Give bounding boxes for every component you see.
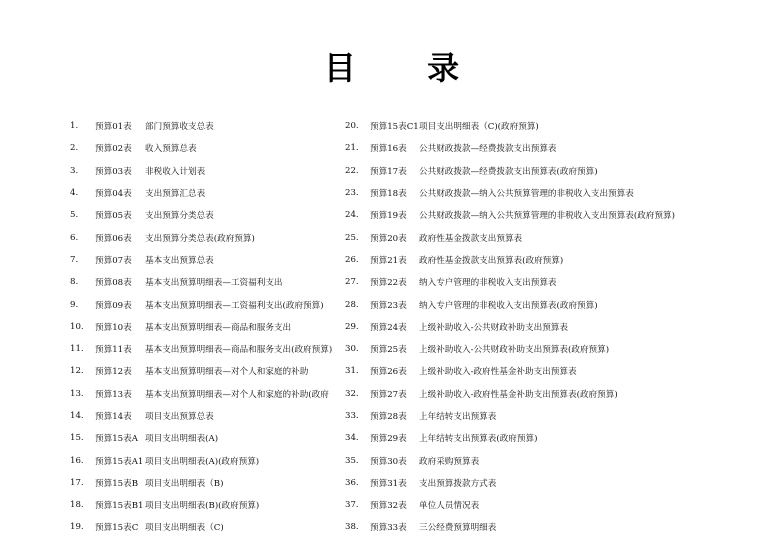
toc-entry-number: 15. <box>70 433 84 444</box>
toc-entry[interactable] <box>345 472 681 494</box>
toc-entry-number: 9. <box>70 299 79 310</box>
toc-entry[interactable] <box>70 405 338 427</box>
toc-entry-code: 预算28表 <box>370 412 407 422</box>
toc-entry-code: 预算30表 <box>370 456 407 467</box>
toc-entry-number: 25. <box>345 232 359 243</box>
toc-entry[interactable] <box>345 160 681 182</box>
toc-entry-title: 单位人员情况表 <box>419 501 480 512</box>
toc-entry[interactable] <box>70 249 338 271</box>
toc-entry[interactable] <box>70 271 338 293</box>
toc-right-column <box>345 115 681 539</box>
toc-entry-number: 21. <box>345 143 359 154</box>
toc-entry-title: 基本支出预算明细表—对个人和家庭的补助 <box>145 367 309 378</box>
toc-entry[interactable] <box>345 115 681 137</box>
toc-entry[interactable] <box>345 494 681 516</box>
toc-entry-title: 上级补助收入-政府性基金补助支出预算表 <box>419 367 577 378</box>
toc-entry-number: 20. <box>345 121 359 132</box>
toc-entry-title: 政府采购预算表 <box>419 456 480 467</box>
toc-entry-number: 12. <box>70 366 84 377</box>
toc-entry-number: 2. <box>70 143 79 154</box>
toc-entry-number: 27. <box>345 277 359 288</box>
toc-entry-number: 17. <box>70 477 84 488</box>
toc-entry-code: 预算21表 <box>370 255 407 266</box>
toc-entry-code: 预算27表 <box>370 389 407 400</box>
toc-entry-number: 31. <box>345 366 359 377</box>
toc-entry-code: 预算19表 <box>370 211 407 222</box>
toc-entry-title: 项目支出明细表（C)(政府预算) <box>419 122 539 133</box>
toc-entry-code: 预算33表 <box>370 523 407 534</box>
toc-entry-title: 支出预算拨款方式表 <box>419 478 497 489</box>
toc-entry[interactable] <box>345 360 681 382</box>
toc-entry-title: 上级补助收入-公共财政补助支出预算表(政府预算) <box>419 345 610 356</box>
toc-entry-code: 预算18表 <box>370 189 407 200</box>
toc-entry-number: 10. <box>70 321 84 332</box>
toc-entry-title: 基本支出预算总表 <box>145 255 214 266</box>
toc-entry-title: 政府性基金拨款支出预算表(政府预算) <box>419 255 564 266</box>
toc-entry-code: 预算15表B <box>95 478 139 489</box>
toc-entry-title: 项目支出明细表（B) <box>145 478 224 489</box>
toc-entry-title: 基本支出预算明细表—商品和服务支出(政府预算) <box>145 345 333 356</box>
toc-entry-number: 29. <box>345 321 359 332</box>
toc-entry[interactable] <box>70 360 338 382</box>
toc-entry-title: 基本支出预算明细表—工资福利支出(政府预算) <box>145 300 324 311</box>
toc-entry-number: 28. <box>345 299 359 310</box>
toc-entry[interactable] <box>70 472 338 494</box>
toc-entry-code: 预算01表 <box>95 122 132 133</box>
toc-entry-number: 4. <box>70 188 79 199</box>
toc-entry-code: 预算06表 <box>95 233 132 244</box>
toc-entry-code: 预算12表 <box>95 367 132 378</box>
toc-entry-title: 基本支出预算明细表—商品和服务支出 <box>145 322 292 333</box>
toc-entry-title: 基本支出预算明细表—对个人和家庭的补助(政府 <box>145 389 329 400</box>
toc-entry-title: 基本支出预算明细表—工资福利支出 <box>145 278 283 289</box>
toc-entry-title: 项目支出预算总表 <box>145 412 214 422</box>
toc-entry-code: 预算15表B1 <box>95 501 144 512</box>
toc-entry-number: 13. <box>70 388 84 399</box>
toc-entry-title: 支出预算分类总表(政府预算) <box>145 233 255 244</box>
toc-entry-code: 预算08表 <box>95 278 132 289</box>
toc-entry-title: 纳入专户管理的非税收入支出预算表(政府预算) <box>419 300 598 311</box>
toc-entry[interactable] <box>345 226 681 248</box>
toc-entry-number: 3. <box>70 165 79 176</box>
toc-entry-number: 24. <box>345 210 359 221</box>
toc-entry-number: 32. <box>345 388 359 399</box>
toc-entry-title: 项目支出明细表(A) <box>145 434 219 445</box>
toc-entry-number: 33. <box>345 411 359 421</box>
toc-entry[interactable] <box>70 226 338 248</box>
toc-entry-code: 预算05表 <box>95 211 132 222</box>
toc-entry-title: 上年结转支出预算表(政府预算) <box>419 434 538 445</box>
toc-entry-code: 预算15表A1 <box>95 456 144 467</box>
toc-entry-code: 预算23表 <box>370 300 407 311</box>
toc-entry-number: 5. <box>70 210 79 221</box>
toc-entry-title: 支出预算分类总表 <box>145 211 214 222</box>
toc-entry-code: 预算20表 <box>370 233 407 244</box>
toc-entry-title: 收入预算总表 <box>145 144 197 155</box>
toc-entry[interactable] <box>70 293 338 315</box>
toc-entry[interactable] <box>70 115 338 137</box>
toc-entry-number: 14. <box>70 411 84 421</box>
toc-entry-title: 纳入专户管理的非税收入支出预算表 <box>419 278 557 289</box>
toc-entry[interactable] <box>70 182 338 204</box>
toc-entry-number: 22. <box>345 165 359 176</box>
toc-entry[interactable] <box>345 316 681 338</box>
toc-entry-title: 公共财政拨款—经费拨款支出预算表 <box>419 144 557 155</box>
toc-entry[interactable] <box>345 204 681 226</box>
toc-entry-number: 26. <box>345 254 359 265</box>
toc-entry-title: 上级补助收入-政府性基金补助支出预算表(政府预算) <box>419 389 618 400</box>
toc-entry[interactable] <box>345 405 681 427</box>
toc-entry-code: 预算25表 <box>370 345 407 356</box>
toc-entry-title: 非税收入计划表 <box>145 166 206 177</box>
toc-entry-title: 政府性基金拨款支出预算表 <box>419 233 523 244</box>
toc-entry-number: 35. <box>345 455 359 466</box>
toc-entry[interactable] <box>345 182 681 204</box>
toc-entry[interactable] <box>345 427 681 449</box>
toc-entry-code: 预算02表 <box>95 144 132 155</box>
toc-entry-code: 预算14表 <box>95 412 132 422</box>
toc-entry-code: 预算22表 <box>370 278 407 289</box>
toc-left-column <box>70 115 338 539</box>
toc-entry-code: 预算11表 <box>95 345 132 356</box>
toc-entry-code: 预算32表 <box>370 501 407 512</box>
toc-entry-code: 预算15表C <box>95 523 139 534</box>
toc-entry-number: 36. <box>345 477 359 488</box>
toc-entry-code: 预算24表 <box>370 322 407 333</box>
toc-entry[interactable] <box>345 137 681 159</box>
toc-entry-number: 1. <box>70 121 79 132</box>
toc-entry-number: 18. <box>70 500 84 511</box>
toc-entry-code: 预算15表C1 <box>370 122 419 133</box>
toc-entry[interactable] <box>70 494 338 516</box>
toc-entry[interactable] <box>345 516 681 538</box>
toc-entry-number: 16. <box>70 455 84 466</box>
toc-entry-code: 预算13表 <box>95 389 132 400</box>
toc-entry[interactable] <box>70 316 338 338</box>
toc-entry[interactable] <box>70 204 338 226</box>
toc-entry-title: 公共财政拨款—纳入公共预算管理的非税收入支出预算表 <box>419 189 634 200</box>
toc-entry-title: 上级补助收入-公共财政补助支出预算表 <box>419 322 568 333</box>
toc-entry[interactable] <box>345 249 681 271</box>
toc-entry-number: 23. <box>345 188 359 199</box>
toc-entry[interactable] <box>70 516 338 538</box>
toc-entry-code: 预算03表 <box>95 166 132 177</box>
toc-entry-number: 37. <box>345 500 359 511</box>
toc-entry-title: 项目支出明细表(B)(政府预算) <box>145 501 260 512</box>
toc-entry-title: 部门预算收支总表 <box>145 122 214 133</box>
toc-entry-number: 30. <box>345 344 359 355</box>
toc-entry-title: 公共财政拨款—经费拨款支出预算表(政府预算) <box>419 166 598 177</box>
toc-entry[interactable] <box>70 137 338 159</box>
toc-entry[interactable] <box>70 449 338 471</box>
toc-entry-number: 7. <box>70 254 79 265</box>
page-title: 目 录 <box>323 49 490 87</box>
toc-entry[interactable] <box>345 293 681 315</box>
toc-entry-number: 19. <box>70 522 84 533</box>
toc-entry[interactable] <box>70 427 338 449</box>
toc-entry-title: 项目支出明细表（C) <box>145 523 224 534</box>
toc-entry-code: 预算15表A <box>95 434 138 445</box>
toc-entry[interactable] <box>345 338 681 360</box>
toc-entry-code: 预算26表 <box>370 367 407 378</box>
toc-entry-code: 预算09表 <box>95 300 132 311</box>
toc-entry[interactable] <box>345 383 681 405</box>
toc-entry[interactable] <box>345 271 681 293</box>
toc-entry[interactable] <box>70 160 338 182</box>
toc-entry-code: 预算16表 <box>370 144 407 155</box>
toc-entry-number: 38. <box>345 522 359 533</box>
toc-entry-title: 上年结转支出预算表 <box>419 412 497 422</box>
toc-entry-code: 预算10表 <box>95 322 132 333</box>
toc-entry-number: 11. <box>70 344 84 355</box>
toc-entry[interactable] <box>70 338 338 360</box>
toc-entry-number: 8. <box>70 277 79 288</box>
toc-entry-title: 公共财政拨款—纳入公共预算管理的非税收入支出预算表(政府预算) <box>419 211 675 222</box>
toc-entry[interactable] <box>70 383 338 405</box>
toc-entry-title: 三公经费预算明细表 <box>419 523 497 534</box>
toc-entry-code: 预算31表 <box>370 478 407 489</box>
toc-entry-title: 项目支出明细表(A)(政府预算) <box>145 456 260 467</box>
toc-entry-code: 预算07表 <box>95 255 132 266</box>
toc-entry[interactable] <box>345 449 681 471</box>
toc-entry-code: 预算17表 <box>370 166 407 177</box>
toc-entry-title: 支出预算汇总表 <box>145 189 206 200</box>
toc-entry-code: 预算29表 <box>370 434 407 445</box>
toc-entry-number: 34. <box>345 433 359 444</box>
toc-entry-number: 6. <box>70 232 79 243</box>
toc-entry-code: 预算04表 <box>95 189 132 200</box>
